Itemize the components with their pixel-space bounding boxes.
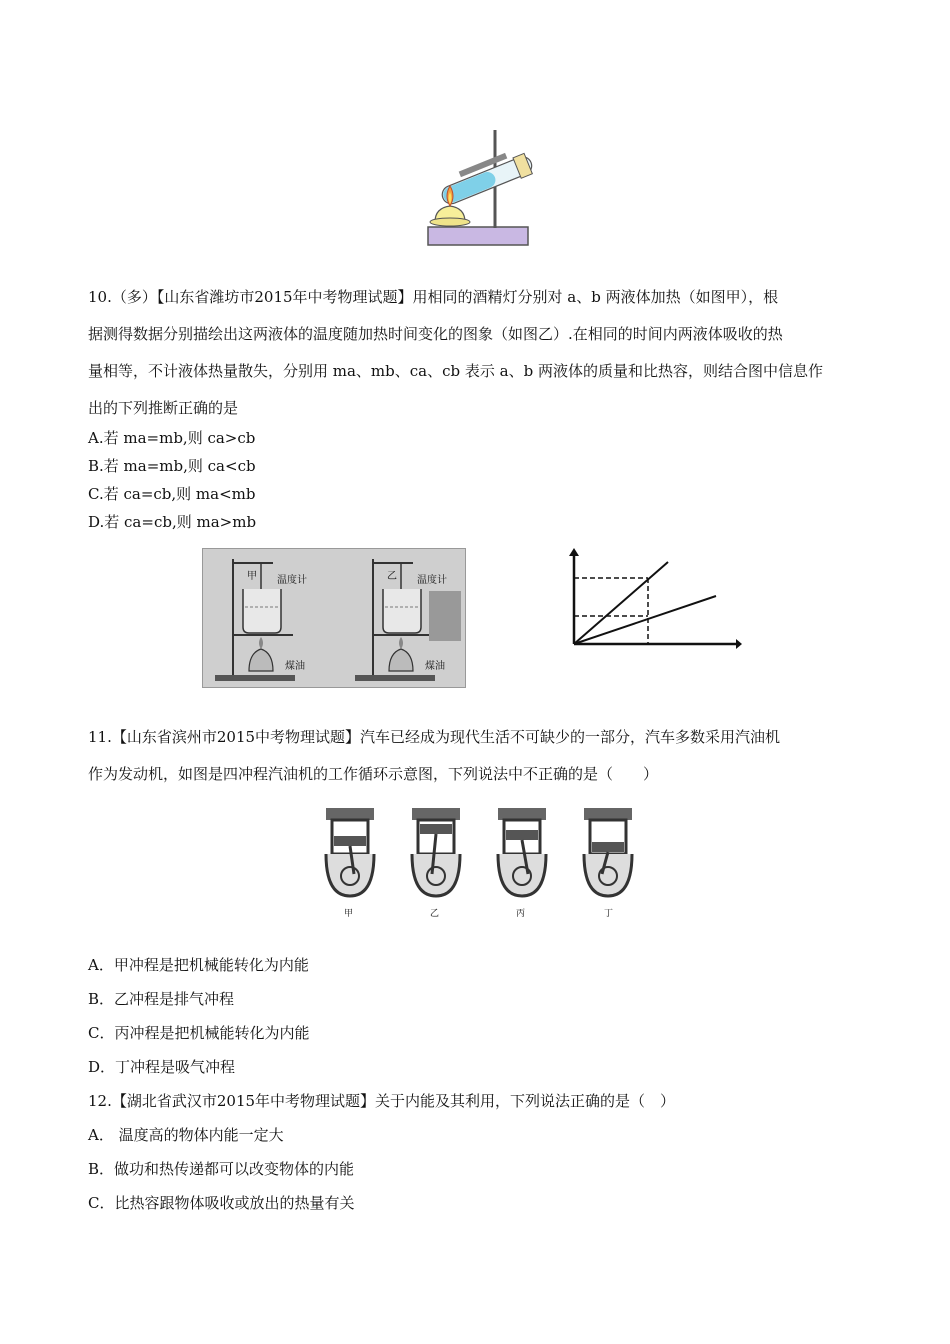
engine-label-1: 甲 [344, 909, 354, 919]
q10-option-b: B.若 ma=mb,则 ca<cb [88, 457, 256, 475]
engine-label-2: 乙 [430, 909, 440, 919]
label-jia: 甲 [247, 571, 257, 582]
q11-option-a: A．甲冲程是把机械能转化为内能 [88, 956, 309, 974]
test-tube-heating-figure [410, 122, 545, 252]
q10-stem-line2: 据测得数据分别描绘出这两液体的温度随加热时间变化的图象（如图乙）.在相同的时间内两液体吸收的热 [88, 325, 783, 343]
q10-stem-line3: 量相等，不计液体热量散失，分别用 ma、mb、ca、cb 表示 a、b 两液体的质量和比热容，则结合图中信息作 [88, 362, 823, 380]
graph-line-steep [574, 562, 668, 644]
label-thermometer-right: 温度计 [417, 575, 447, 586]
label-kerosene-right: 煤油 [425, 661, 445, 672]
q10-option-d: D.若 ca=cb,则 ma>mb [88, 513, 257, 531]
beaker-apparatus-figure [202, 548, 466, 688]
q10-option-c: C.若 ca=cb,则 ma<mb [88, 485, 256, 503]
temperature-time-graph [556, 548, 742, 654]
q12-stem: 12.【湖北省武汉市2015年中考物理试题】关于内能及其利用，下列说法正确的是（ ） [88, 1092, 676, 1110]
graph-line-shallow [574, 596, 716, 644]
q12-option-a: A． 温度高的物体内能一定大 [88, 1126, 284, 1144]
engine-label-3: 丙 [516, 909, 526, 919]
label-thermometer-left: 温度计 [277, 575, 307, 586]
engine-strokes-drawing [318, 796, 638, 906]
q10-stem-line1: 10.（多）【山东省潍坊市2015年中考物理试题】用相同的酒精灯分别对 a、b 两液体加热（如图甲），根 [88, 288, 779, 306]
q11-stem-line1: 11.【山东省滨州市2015中考物理试题】汽车已经成为现代生活不可缺少的一部分，汽车多数采用汽油机 [88, 728, 781, 746]
engine-label-4: 丁 [604, 909, 614, 919]
q10-option-a: A.若 ma=mb,则 ca>cb [88, 429, 256, 447]
q11-option-b: B．乙冲程是排气冲程 [88, 990, 235, 1008]
q11-stem-line2: 作为发动机，如图是四冲程汽油机的工作循环示意图，下列说法中不正确的是（ ） [88, 765, 659, 783]
four-stroke-engine-figure [318, 796, 638, 921]
q10-stem-line4: 出的下列推断正确的是 [88, 399, 239, 417]
q12-option-b: B．做功和热传递都可以改变物体的内能 [88, 1160, 355, 1178]
q11-option-c: C．丙冲程是把机械能转化为内能 [88, 1024, 310, 1042]
label-kerosene-left: 煤油 [285, 661, 305, 672]
q12-option-c: C．比热容跟物体吸收或放出的热量有关 [88, 1194, 355, 1212]
q11-option-d: D．丁冲程是吸气冲程 [88, 1058, 236, 1076]
label-yi: 乙 [387, 571, 397, 582]
